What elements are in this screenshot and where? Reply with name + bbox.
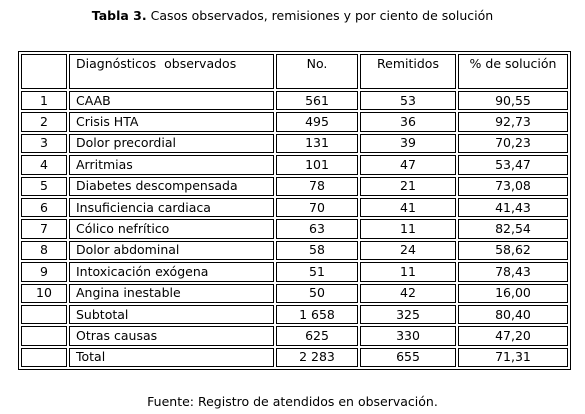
header-index — [21, 54, 67, 89]
cell-solution-percent: 58,62 — [458, 241, 568, 260]
table-row — [21, 219, 568, 238]
cell-solution-percent: 73,08 — [458, 177, 568, 196]
table-header-row — [21, 54, 568, 89]
cell-solution-percent: 16,00 — [458, 284, 568, 303]
cell-count: 51 — [276, 262, 358, 281]
cell-count: 78 — [276, 177, 358, 196]
table-row — [21, 326, 568, 345]
cell-referred: 21 — [360, 177, 456, 196]
cell-count: 50 — [276, 284, 358, 303]
cell-solution-percent: 78,43 — [458, 262, 568, 281]
cell-row-index: 8 — [21, 241, 67, 260]
cell-referred: 325 — [360, 305, 456, 324]
cell-row-index: 6 — [21, 198, 67, 217]
cell-solution-percent: 92,73 — [458, 112, 568, 131]
cell-solution-percent: 90,55 — [458, 91, 568, 110]
cell-row-index: 1 — [21, 91, 67, 110]
cell-diagnosis: Crisis HTA — [69, 112, 274, 131]
cell-diagnosis: Otras causas — [69, 326, 274, 345]
cell-referred: 11 — [360, 219, 456, 238]
cell-diagnosis: Total — [69, 348, 274, 367]
header-solution-percent: % de solución — [458, 54, 568, 89]
cell-row-index: 2 — [21, 112, 67, 131]
cell-referred: 655 — [360, 348, 456, 367]
cell-diagnosis: Insuficiencia cardiaca — [69, 198, 274, 217]
table-caption-label: Tabla 3. — [91, 8, 147, 23]
table-row — [21, 112, 568, 131]
header-referred: Remitidos — [360, 54, 456, 89]
cell-count: 70 — [276, 198, 358, 217]
table-caption — [0, 8, 585, 24]
cell-count: 495 — [276, 112, 358, 131]
cell-diagnosis: Angina inestable — [69, 284, 274, 303]
cell-referred: 24 — [360, 241, 456, 260]
cell-referred: 42 — [360, 284, 456, 303]
table-row — [21, 305, 568, 324]
cell-row-index: 3 — [21, 134, 67, 153]
cell-diagnosis: Dolor abdominal — [69, 241, 274, 260]
cell-diagnosis: Diabetes descompensada — [69, 177, 274, 196]
cell-diagnosis: Subtotal — [69, 305, 274, 324]
cell-diagnosis: Dolor precordial — [69, 134, 274, 153]
table-row — [21, 134, 568, 153]
cell-referred: 53 — [360, 91, 456, 110]
table-row — [21, 155, 568, 174]
table-row — [21, 91, 568, 110]
table-source-note: Fuente: Registro de atendidos en observación. — [147, 394, 438, 409]
cell-referred: 330 — [360, 326, 456, 345]
cell-count: 1 658 — [276, 305, 358, 324]
cell-referred: 39 — [360, 134, 456, 153]
cell-count: 58 — [276, 241, 358, 260]
cell-row-index: 9 — [21, 262, 67, 281]
cell-solution-percent: 41,43 — [458, 198, 568, 217]
cell-diagnosis: Intoxicación exógena — [69, 262, 274, 281]
cell-row-index — [21, 326, 67, 345]
cell-row-index: 7 — [21, 219, 67, 238]
cell-row-index: 10 — [21, 284, 67, 303]
table-caption-text: Casos observados, remisiones y por ciento de solución — [150, 8, 494, 23]
cell-count: 101 — [276, 155, 358, 174]
cases-table — [18, 51, 571, 370]
cell-solution-percent: 80,40 — [458, 305, 568, 324]
cell-row-index — [21, 348, 67, 367]
cell-count: 131 — [276, 134, 358, 153]
table-row — [21, 198, 568, 217]
header-diagnosis: Diagnósticos observados — [69, 54, 274, 89]
cell-referred: 36 — [360, 112, 456, 131]
cell-solution-percent: 53,47 — [458, 155, 568, 174]
cell-count: 561 — [276, 91, 358, 110]
cell-referred: 47 — [360, 155, 456, 174]
cell-solution-percent: 70,23 — [458, 134, 568, 153]
cell-referred: 11 — [360, 262, 456, 281]
table-row — [21, 348, 568, 367]
cell-solution-percent: 82,54 — [458, 219, 568, 238]
cell-solution-percent: 47,20 — [458, 326, 568, 345]
cell-row-index — [21, 305, 67, 324]
table-row — [21, 241, 568, 260]
cell-referred: 41 — [360, 198, 456, 217]
cell-count: 63 — [276, 219, 358, 238]
table-row — [21, 177, 568, 196]
cell-count: 2 283 — [276, 348, 358, 367]
cell-diagnosis: Arritmias — [69, 155, 274, 174]
cell-row-index: 4 — [21, 155, 67, 174]
table-row — [21, 284, 568, 303]
cell-count: 625 — [276, 326, 358, 345]
cell-row-index: 5 — [21, 177, 67, 196]
table-row — [21, 262, 568, 281]
cell-diagnosis: Cólico nefrítico — [69, 219, 274, 238]
cell-diagnosis: CAAB — [69, 91, 274, 110]
header-count: No. — [276, 54, 358, 89]
cell-solution-percent: 71,31 — [458, 348, 568, 367]
